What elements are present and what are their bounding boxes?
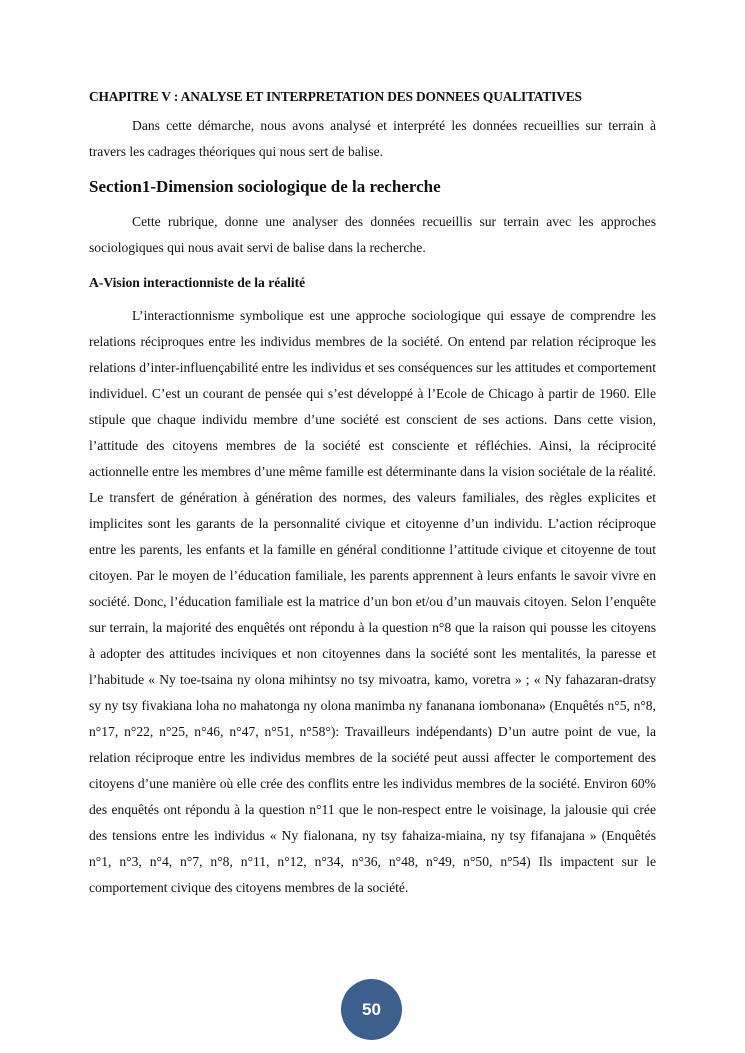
- page-number: 50: [362, 999, 381, 1019]
- section-title: Section1-Dimension sociologique de la recherche: [89, 177, 441, 196]
- page-number-badge: [341, 979, 402, 1040]
- intro-paragraph: Dans cette démarche, nous avons analysé et interprété les données recueillies sur terrain à travers les cadrages théoriques qui nous sert de balise.: [89, 118, 656, 159]
- body-paragraph: L’interactionnisme symbolique est une approche sociologique qui essaye de comprendre les relations réciproques entre les individus membres de la société. On entend par relation réciproque les relations d’inter-influençabilité entre les individus et ses conséquences sur les attitudes et comportement individuel. C’est un courant de pensée qui s’est développé à l’Ecole de Chicago à partir de 1960. Elle stipule que chaque individu membre d’une société est conscient de ses actions. Dans cette vision, l’attitude des citoyens membres de la société est consciente et réfléchies. Ainsi, la réciprocité actionnelle entre les membres d’une même famille est déterminante dans la vision sociétale de la réalité. Le transfert de génération à génération des normes, des valeurs familiales, des règles explicites et implicites sont les garants de la personnalité civique et citoyenne d’un individu. L’action réciproque entre les parents, les enfants et la famille en général conditionne l’attitude civique et citoyenne de tout citoyen. Par le moyen de l’éducation familiale, les parents apprennent à leurs enfants le savoir vivre en société. Donc, l’éducation familiale est la matrice d’un bon et/ou d’un mauvais citoyen. Selon l’enquête sur terrain, la majorité des enquêtés ont répondu à la question n°8 que la raison qui pousse les citoyens à adopter des attitudes inciviques et non citoyennes dans la société sont les mentalités, la paresse et l’habitude « Ny toe-tsaina ny olona mihintsy no tsy mivoatra, kamo, voretra » ; « Ny fahazaran-dratsy sy ny tsy fivakiana loha no mahatonga ny olona manimba ny fananana iombonana» (Enquêtés n°5, n°8, n°17, n°22, n°25, n°46, n°47, n°51, n°58°): Travailleurs indépendants) D’un autre point de vue, la relation réciproque entre les individus membres de la société peut aussi affecter le comportement des citoyens d’une manière où elle crée des conflits entre les individus membres de la société. Environ 60% des enquêtés ont répondu à la question n°11 que le non-respect entre le voisinage, la jalousie qui crée des tensions entre les individus « Ny fialonana, ny tsy fahaiza-miaina, ny tsy fifanajana » (Enquêtés n°1, n°3, n°4, n°7, n°8, n°11, n°12, n°34, n°36, n°48, n°49, n°50, n°54) Ils impactent sur le comportement civique des citoyens membres de la société.: [89, 308, 656, 895]
- chapter-title: CHAPITRE V : ANALYSE ET INTERPRETATION DES DONNEES QUALITATIVES: [89, 89, 582, 104]
- document-page: [89, 86, 656, 901]
- section-paragraph: Cette rubrique, donne une analyser des données recueillis sur terrain avec les approches sociologiques qui nous avait servi de balise dans la recherche.: [89, 214, 656, 255]
- subsection-title: A-Vision interactionniste de la réalité: [89, 275, 306, 290]
